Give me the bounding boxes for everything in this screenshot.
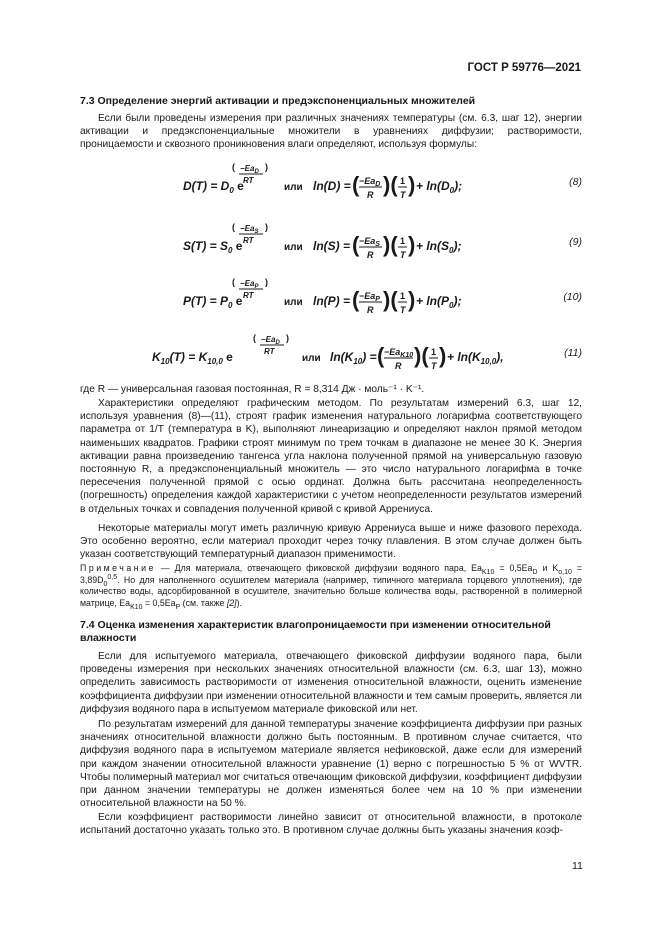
svg-text:−EaD: $-Ea_D$ — [261, 335, 280, 346]
page-number: 11 — [572, 860, 583, 872]
svg-text:ln(D) =: ln(D) = — [313, 179, 351, 193]
svg-text:−EaD: $-Ea_D$ — [359, 176, 381, 188]
svg-text:ln(K10) =: $\ln(K_{10})$ = — [330, 350, 377, 366]
svg-text:+ ln(S0);: + $\ln(S_0)$; — [416, 239, 462, 255]
section-7-4-paragraph-1: Если для испытуемого материала, отвечающего фиковской диффузии водяного пара, были проведены измерения при нескольких значениях относительной влажности (см. 6.3, шаг 13), можно определить зависимость растворимости от изменения относительной влажности, оценить изменение коэффициента диффузии при изменении относительной влажности и тем самым проверить, является ли диффузия водяного пара в испытуемом материале фиковской или нет. — [80, 651, 582, 715]
svg-text:(: ( — [232, 222, 235, 232]
svg-text:): ) — [408, 172, 416, 197]
section-7-4-paragraph-2: По результатам измерений для данной температуры значение коэффициента диффузии при разных значениях относительной влажности должно быть постоянным. В противном случае считается, что диффузия водяного пара в испытуемом материале является нефиковской, даже если для измерений при каждом значении относительной влажности уравнение (1) верно с погрешностью 5 % от WVTR. Чтобы полимерный материал мог считаться отвечающим фиковской диффузии, коэффициент диффузии при данном значении температуры не должен изменяться более чем на 10 % при изменении относительной влажности на 50 %. — [80, 719, 582, 810]
svg-text:S(T) = S0 e: $S(T) = S_0$ e — [183, 239, 243, 255]
section-7-3-title: 7.3 Определение энергий активации и предэкспоненциальных множителей — [80, 95, 476, 107]
svg-text:ln(S) =: ln(S) = — [313, 239, 351, 253]
equation-9-number: (9) — [569, 236, 582, 248]
svg-text:+ ln(D0);: + $\ln(D_0)$; — [416, 179, 463, 195]
equation-9 — [80, 222, 582, 262]
svg-text:−EaS: $-Ea_S$ — [240, 224, 259, 235]
svg-text:): ) — [439, 343, 447, 368]
svg-text:или: или — [284, 297, 303, 308]
svg-text:(: ( — [377, 343, 385, 368]
svg-text:(: ( — [232, 277, 235, 287]
section-7-3-intro: Если были проведены измерения при различных значениях температуры (см. 6.3, шаг 12), энергии активации и предэкспоненциальные множители в уравнениях диффузии; растворимости, проницаемости и сквозного проникновения влаги определяют, используя формулы: — [80, 113, 582, 151]
equation-10 — [80, 277, 582, 317]
svg-text:или: или — [284, 242, 303, 253]
standard-header: ГОСТ Р 59776—2021 — [467, 62, 581, 74]
svg-text:1: 1 — [431, 347, 437, 357]
svg-text:−EaP: $-Ea_P$ — [359, 291, 380, 303]
svg-text:(: ( — [352, 287, 360, 312]
gas-constant-definition: где R — универсальная газовая постоянная, R = 8,314 Дж · моль⁻¹ · K⁻¹. — [80, 384, 425, 395]
svg-text:): ) — [408, 232, 416, 257]
reference-link: [2] — [226, 597, 237, 608]
svg-text:P(T) = P0 e: $P(T) = P_0$ e — [183, 294, 243, 310]
svg-text:K10(T) = K10,0 e: $K_{10}(T) = K_{10,0}$ e — [152, 350, 233, 366]
note-paragraph: Примечание — Для материала, отвечающего фиковской диффузии водяного пара, $Ea_{K10} = 0,5Ea_D$ и $K_{o,10} = 3,89D_0^{0,5}$. Но для наполненного осушителем материала (например, типичного материала торцевого уплотнения), где количество воды, адсорбированной в осушителе, значительно больше количества воды, растворенной в полимерной матрице, $Ea_{K10} = 0,5Ea_P$ (см. также [2]). — [80, 563, 582, 611]
equation-9-formula — [80, 222, 582, 266]
svg-text:)(: )( — [383, 172, 398, 197]
svg-text:или: или — [284, 182, 303, 193]
svg-text:R: R — [395, 361, 402, 371]
equation-10-formula — [80, 277, 582, 321]
svg-text:T: T — [400, 305, 406, 315]
equation-8-number: (8) — [569, 176, 582, 188]
svg-text:): ) — [286, 333, 289, 343]
svg-text:)(: )( — [383, 287, 398, 312]
svg-text:RT: RT — [264, 347, 275, 356]
equation-11 — [80, 333, 582, 373]
svg-text:+ ln(K10,0),: + $\ln(K_{10,0})$, — [447, 350, 504, 366]
svg-text:(: ( — [352, 172, 360, 197]
svg-text:RT: RT — [243, 176, 254, 185]
svg-text:1: 1 — [400, 291, 406, 301]
svg-text:R: R — [367, 250, 374, 260]
svg-text:или: или — [302, 353, 321, 364]
svg-text:ln(P) =: ln(P) = — [313, 294, 351, 308]
equation-11-formula — [80, 333, 582, 377]
equation-11-number: (11) — [564, 347, 582, 359]
svg-text:T: T — [400, 190, 406, 200]
svg-text:−EaP: $-Ea_P$ — [240, 279, 259, 290]
svg-text:): ) — [265, 277, 268, 287]
svg-text:1: 1 — [400, 176, 406, 186]
exp-paren: ( — [232, 162, 235, 172]
note-label: Примечание — [80, 563, 156, 573]
arrhenius-paragraph: Некоторые материалы могут иметь различную кривую Аррениуса выше и ниже фазового перехода. Это особенно вероятно, если материал проходит через точку плавления. В этом случае должен быть указан соответствующий температурный диапазон применимости. — [80, 523, 582, 561]
svg-text:)(: )( — [383, 232, 398, 257]
svg-text:1: 1 — [400, 236, 406, 246]
svg-text:D(T) = D0 e: $D(T) = D_0$ e — [183, 179, 244, 195]
svg-text:R: R — [367, 305, 374, 315]
svg-text:(: ( — [352, 232, 360, 257]
equation-10-number: (10) — [563, 291, 582, 303]
svg-text:T: T — [431, 361, 437, 371]
svg-text:T: T — [400, 250, 406, 260]
svg-text:−EaD: $-Ea_D$ — [240, 164, 259, 175]
svg-text:RT: RT — [243, 291, 254, 300]
svg-text:)(: )( — [414, 343, 429, 368]
svg-text:RT: RT — [243, 236, 254, 245]
graphical-method-paragraph: Характеристики определяют графическим методом. По результатам измерений 6.3, шаг 12, используя уравнения (8)—(11), строят график изменения натурального логарифма соответствующего параметра от 1/T (температура в K), выполняют линеаризацию и определяют наклон прямой методом наименьших квадратов. Графики строят минимум по трем точкам в диапазоне не менее 30 K. Энергия активации равна произведению тангенса угла наклона полученной прямой на универсальную газовую постоянную R, а предэкспоненциальный множитель — это число натурального логарифма в точке пересечения полученной прямой с осью ординат. Должна быть рассчитана неопределенность (погрешность) определения каждой характеристики с учетом неопределенности результатов измерений в отдельных точках и совпадения полученной кривой с кривой Аррениуса. — [80, 398, 582, 515]
section-7-4-title: 7.4 Оценка изменения характеристик влагопроницаемости при изменении относительной влажности — [80, 619, 551, 644]
svg-text:−EaK10: $-Ea_{K10}$ — [384, 347, 414, 359]
svg-text:R: R — [367, 190, 374, 200]
section-7-4-paragraph-3: Если коэффициент растворимости линейно зависит от относительной влажности, в протоколе испытаний достаточно указать только это. В противном случае должны быть указаны значения коэф- — [80, 812, 582, 837]
svg-text:): ) — [408, 287, 416, 312]
svg-text:): ) — [265, 162, 268, 172]
equation-8 — [80, 162, 582, 202]
svg-text:−EaS: $-Ea_S$ — [359, 236, 380, 248]
svg-text:(: ( — [253, 333, 256, 343]
svg-text:+ ln(P0);: + $\ln(P_0)$; — [416, 294, 462, 310]
svg-text:): ) — [265, 222, 268, 232]
equation-8-formula — [80, 162, 582, 206]
